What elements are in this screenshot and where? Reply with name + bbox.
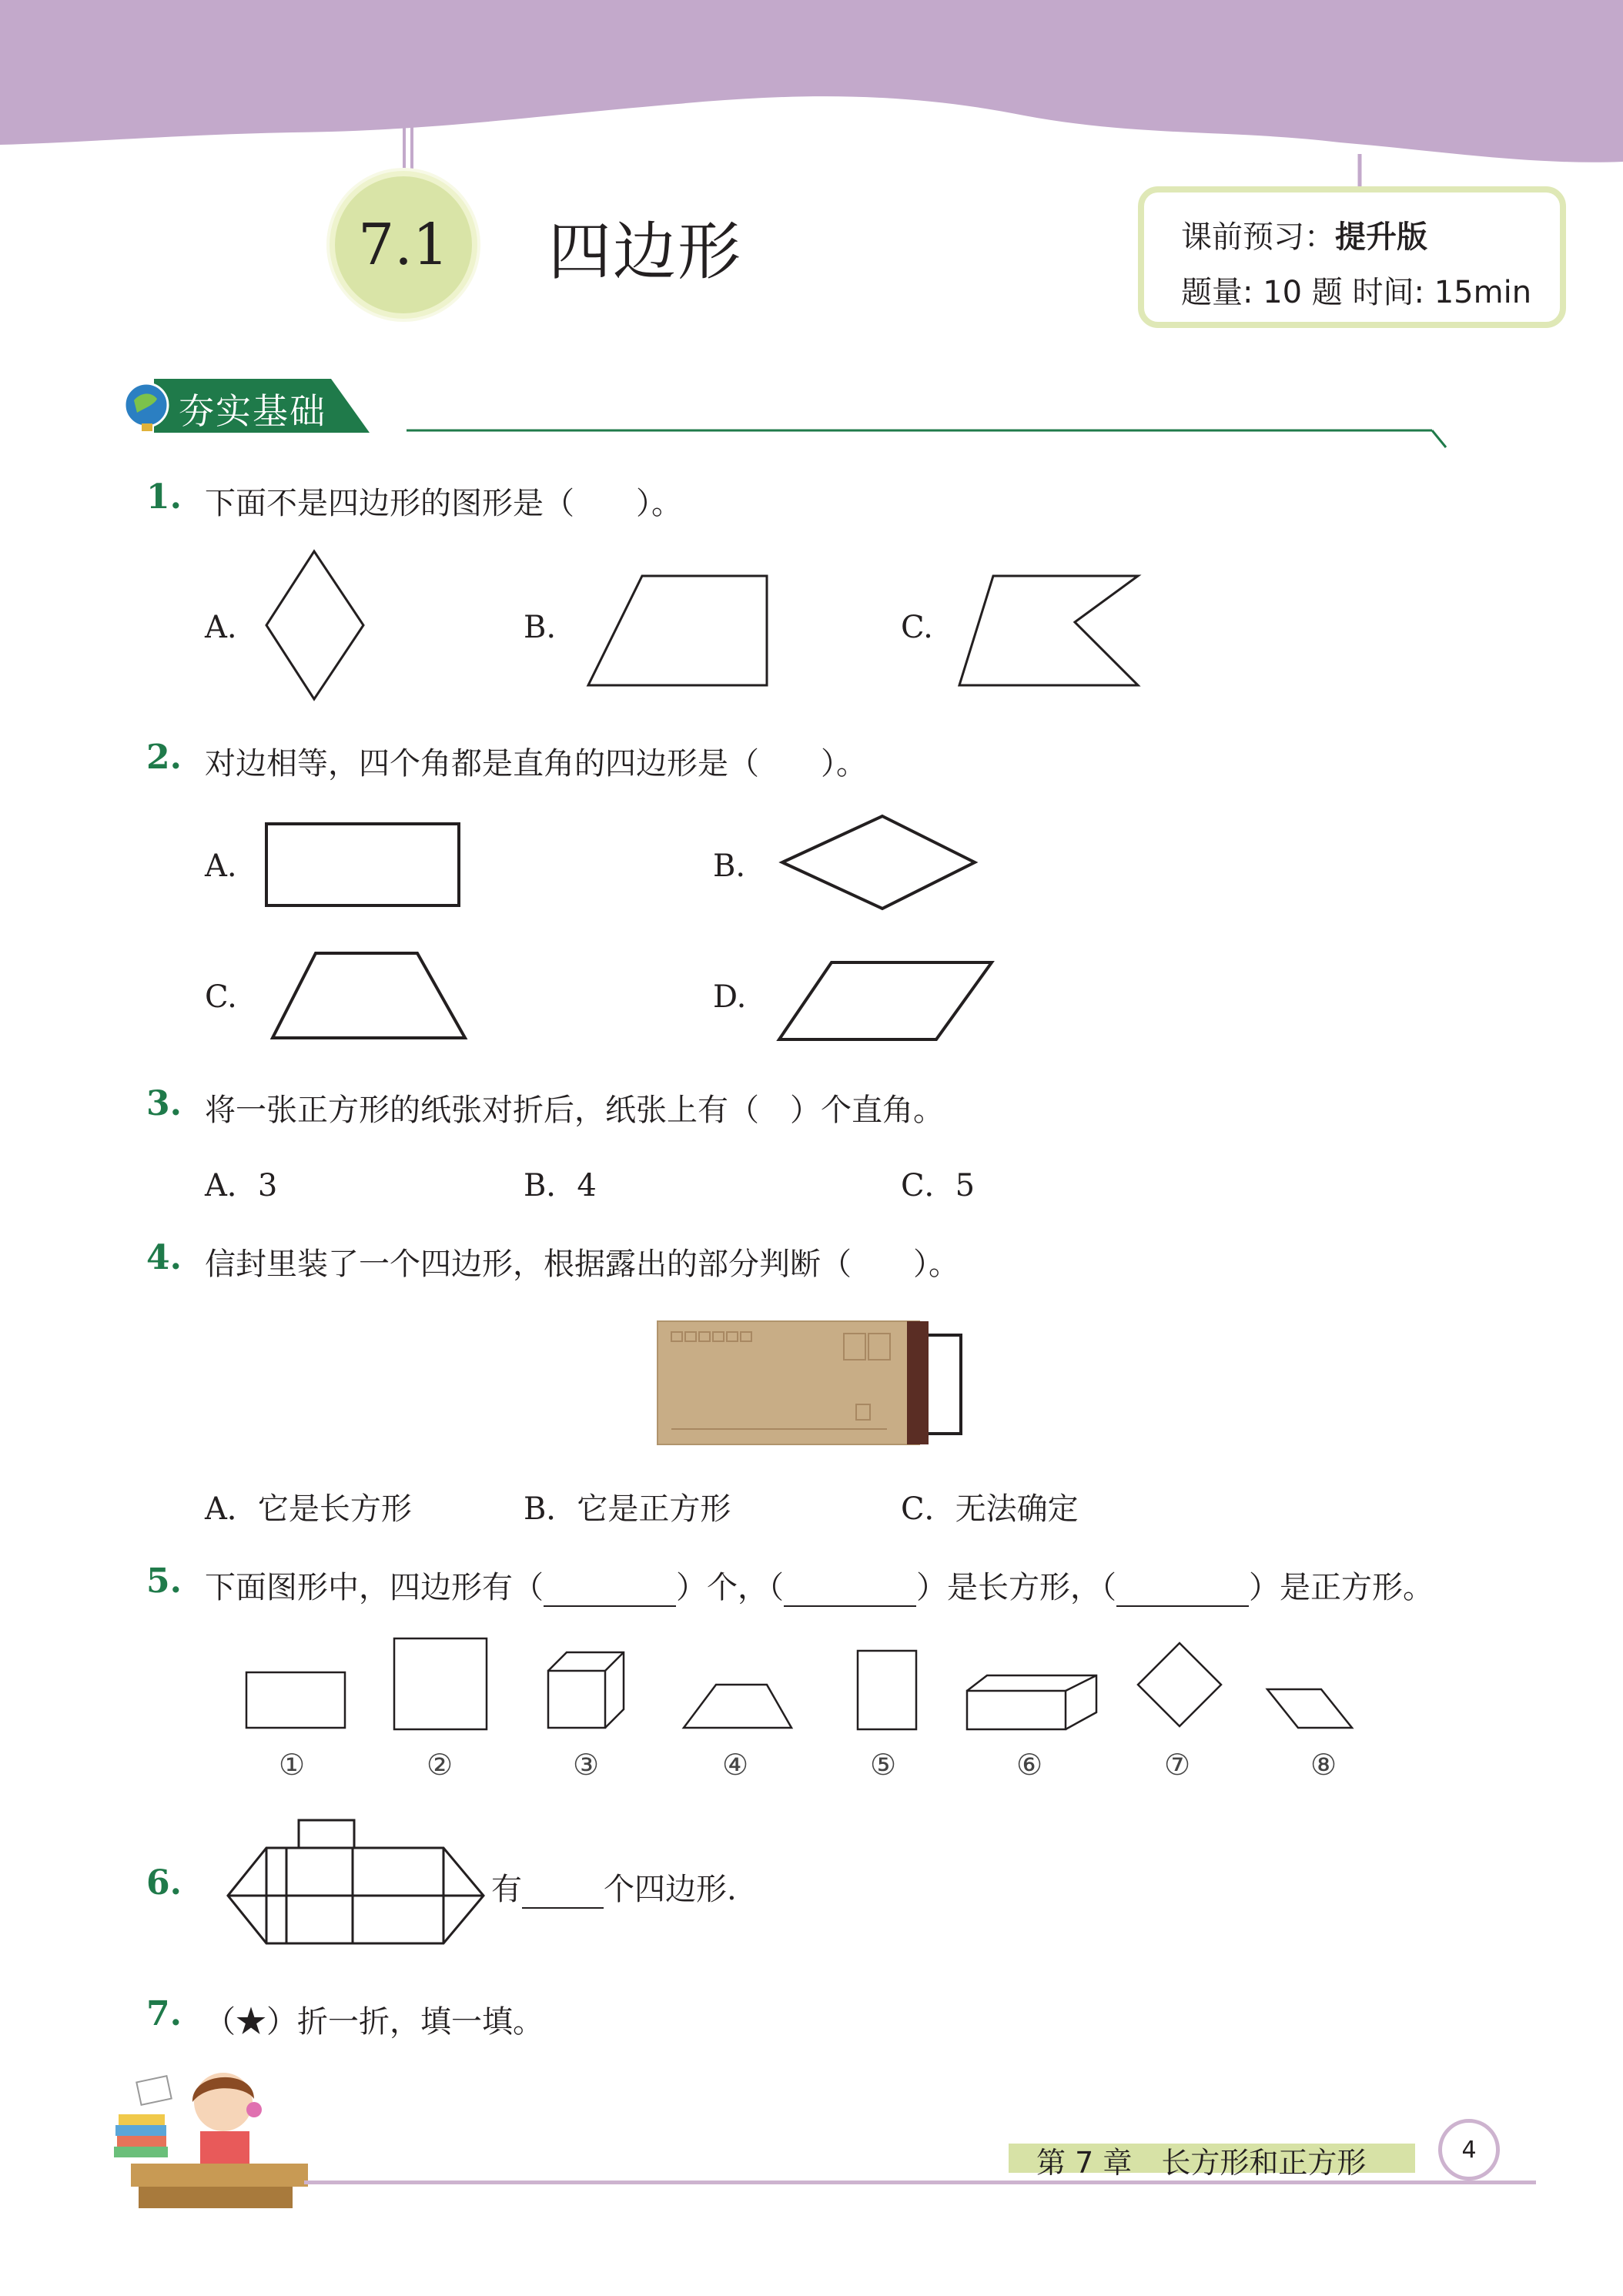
question-text: 对边相等，四个角都是直角的四边形是（ ）。: [205, 746, 867, 782]
option-label: C.: [205, 979, 237, 1015]
rhombus-shape: [778, 813, 986, 913]
question-text: 有 个四边形.: [491, 1872, 737, 1907]
question-number: 3.: [146, 1084, 182, 1123]
option-label: A.: [205, 848, 237, 884]
option-label: C.: [901, 610, 933, 645]
shape-label: ⑤: [870, 1748, 897, 1782]
preview-info-box: [1138, 186, 1566, 328]
question-text: （★）折一折，填一填。: [205, 2004, 544, 2040]
boat-figure: [222, 1814, 491, 1950]
shapes-figure: [243, 1632, 1383, 1740]
question-count: 题量: 10 题: [1181, 275, 1343, 310]
parallelogram-shape: [776, 959, 996, 1044]
preview-label: 课前预习：: [1181, 219, 1335, 255]
question-number: 6.: [146, 1863, 182, 1903]
option-b: B．它是正方形: [524, 1491, 731, 1527]
envelope-image: [656, 1318, 964, 1449]
option-b: B．4: [524, 1168, 597, 1203]
shape-8-parallelogram: [1267, 1689, 1352, 1728]
question-number: 5.: [146, 1561, 182, 1601]
time-limit: 时间: 15min: [1352, 275, 1532, 310]
question-number: 7.: [146, 1994, 182, 2033]
question-number: 4.: [146, 1238, 182, 1277]
option-a: A．3: [205, 1168, 278, 1203]
girl-reading-illustration: [108, 2048, 323, 2217]
option-c: C．无法确定: [901, 1491, 1079, 1527]
shape-2-square: [394, 1638, 487, 1729]
option-label: A.: [205, 610, 237, 645]
answer-blank[interactable]: [522, 1872, 604, 1909]
page-number: 4: [1438, 2119, 1500, 2181]
trapezoid-shape: [268, 950, 471, 1043]
shape-label: ③: [573, 1748, 600, 1782]
shape-label: ①: [279, 1748, 306, 1782]
question-number: 1.: [146, 477, 182, 517]
section-number-badge: [330, 171, 477, 319]
header-wave-banner: [0, 0, 1623, 200]
trapezoid-shape: [585, 573, 770, 690]
shape-label: ⑦: [1164, 1748, 1191, 1782]
shape-4-trapezoid: [684, 1685, 791, 1728]
question-text: 下面不是四边形的图形是（ ）。: [205, 486, 682, 521]
shape-3-cube: [548, 1652, 624, 1728]
page-title: 四边形: [548, 216, 743, 289]
option-label: B.: [713, 848, 746, 884]
rhombus-shape: [262, 548, 370, 702]
section-divider-line: [407, 427, 1447, 450]
pentagon-shape: [956, 573, 1141, 690]
shape-label: ④: [722, 1748, 749, 1782]
option-c: C．5: [901, 1168, 975, 1203]
shape-6-cuboid: [967, 1675, 1096, 1729]
section-banner-label: 夯实基础: [179, 390, 326, 432]
question-number: 2.: [146, 738, 182, 777]
section-number: 7.1: [358, 212, 449, 278]
answer-blank[interactable]: [544, 1570, 676, 1607]
answer-blank[interactable]: [1116, 1570, 1249, 1607]
question-text: 下面图形中，四边形有（ ）个，（ ）是长方形，（ ）是正方形。: [205, 1570, 1434, 1605]
shape-5-rectangle: [858, 1651, 916, 1729]
shape-label: ⑧: [1310, 1748, 1337, 1782]
option-label: D.: [713, 979, 747, 1015]
answer-blank[interactable]: [784, 1570, 916, 1607]
question-text: 信封里装了一个四边形，根据露出的部分判断（ ）。: [205, 1247, 959, 1282]
question-text: 将一张正方形的纸张对折后，纸张上有（ ）个直角。: [205, 1093, 944, 1128]
shape-1-rectangle: [246, 1672, 345, 1728]
shape-7-rotated-square: [1138, 1643, 1221, 1726]
preview-level: 提升版: [1335, 219, 1427, 255]
option-label: B.: [524, 610, 557, 645]
chapter-title: 第 7 章 长方形和正方形: [1036, 2146, 1367, 2180]
shape-label: ②: [427, 1748, 453, 1782]
rectangle-shape: [263, 821, 463, 910]
shape-label: ⑥: [1016, 1748, 1043, 1782]
option-a: A．它是长方形: [205, 1491, 412, 1527]
